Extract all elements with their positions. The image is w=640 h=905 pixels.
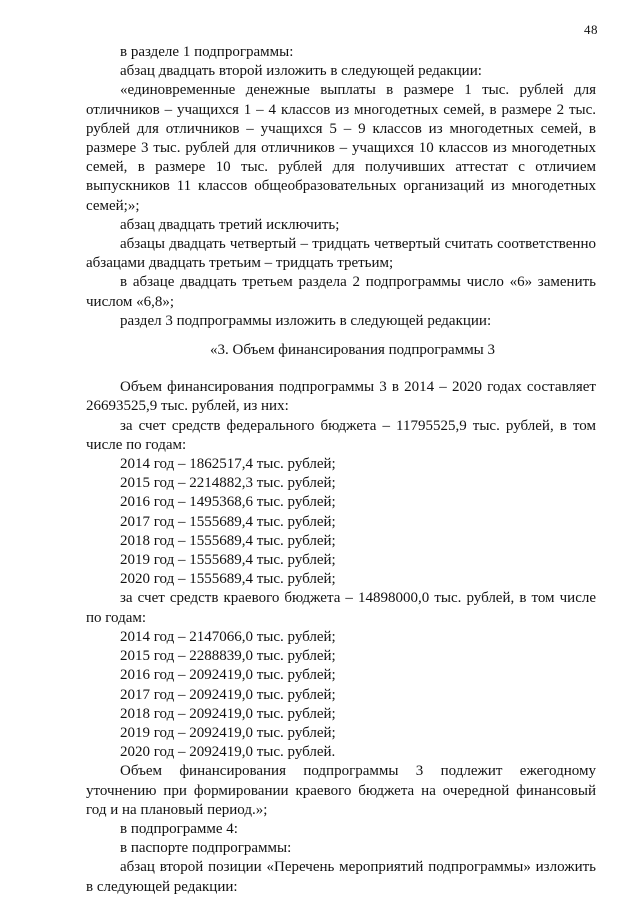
paragraph-passport: в паспорте подпрограммы: xyxy=(120,840,292,857)
regional-year-2015: 2015 год – 2288839,0 тыс. рублей; xyxy=(120,648,336,665)
document-body xyxy=(86,43,596,897)
paragraph-abzac23-exclude: абзац двадцать третий исключить; xyxy=(120,216,340,233)
paragraph-annual-update: Объем финансирования подпрограммы 3 подлежит ежегодному уточнению при формировании краевого бюджета на очередной финансовый год и на плановый период.»; xyxy=(86,763,596,818)
federal-year-2016: 2016 год – 1495368,6 тыс. рублей; xyxy=(120,494,336,511)
federal-year-2014: 2014 год – 1862517,4 тыс. рублей; xyxy=(120,456,336,473)
federal-year-2019: 2019 год – 1555689,4 тыс. рублей; xyxy=(120,552,336,569)
regional-year-2016: 2016 год – 2092419,0 тыс. рублей; xyxy=(120,667,336,684)
regional-year-2017: 2017 год – 2092419,0 тыс. рублей; xyxy=(120,686,336,703)
paragraph-subprogram4: в подпрограмме 4: xyxy=(120,820,238,837)
paragraph-volume: Объем финансирования подпрограммы 3 в 2014 – 2020 годах составляет 26693525,9 тыс. рублей, из них: xyxy=(86,379,596,415)
regional-year-2020: 2020 год – 2092419,0 тыс. рублей. xyxy=(120,744,336,761)
page-number: 48 xyxy=(584,22,598,37)
paragraph-regional: за счет средств краевого бюджета – 14898000,0 тыс. рублей, в том числе по годам: xyxy=(86,590,596,626)
paragraph-section2: в абзаце двадцать третьем раздела 2 подпрограммы число «6» заменить числом «6,8»; xyxy=(86,274,596,310)
paragraph-measures-list: абзац второй позиции «Перечень мероприятий подпрограммы» изложить в следующей редакции: xyxy=(86,859,596,895)
paragraph-federal: за счет средств федерального бюджета – 11795525,9 тыс. рублей, в том числе по годам: xyxy=(86,417,596,453)
paragraph-section1: в разделе 1 подпрограммы: xyxy=(120,44,294,60)
federal-year-2017: 2017 год – 1555689,4 тыс. рублей; xyxy=(120,513,336,530)
regional-year-2018: 2018 год – 2092419,0 тыс. рублей; xyxy=(120,705,336,722)
paragraph-abzac22: абзац двадцать второй изложить в следующей редакции: xyxy=(120,63,482,80)
federal-year-2020: 2020 год – 1555689,4 тыс. рублей; xyxy=(120,571,336,588)
federal-year-2018: 2018 год – 1555689,4 тыс. рублей; xyxy=(120,532,336,549)
paragraph-payments: «единовременные денежные выплаты в размере 1 тыс. рублей для отличников – учащихся 1 – 4 классов из многодетных семей, в размере 2 тыс. рублей для отличников – учащихся 5 – 9 классов из многодетных семей, в размере 3 тыс. рублей для отличников – учащихся 10 классов из многодетных семей, в размере 10 тыс. рублей для получивших аттестат с отличием выпускников 11 классов общеобразовательных организаций из многодетных семей;»; xyxy=(86,82,596,214)
regional-year-2019: 2019 год – 2092419,0 тыс. рублей; xyxy=(120,724,336,741)
regional-year-2014: 2014 год – 2147066,0 тыс. рублей; xyxy=(120,628,336,645)
federal-year-2015: 2015 год – 2214882,3 тыс. рублей; xyxy=(120,475,336,492)
paragraph-renumber: абзацы двадцать четвертый – тридцать четвертый считать соответственно абзацами двадцать третьим – тридцать третьим; xyxy=(86,236,596,272)
section-heading: «3. Объем финансирования подпрограммы 3 xyxy=(210,342,496,359)
paragraph-section3-intro: раздел 3 подпрограммы изложить в следующей редакции: xyxy=(120,312,492,329)
